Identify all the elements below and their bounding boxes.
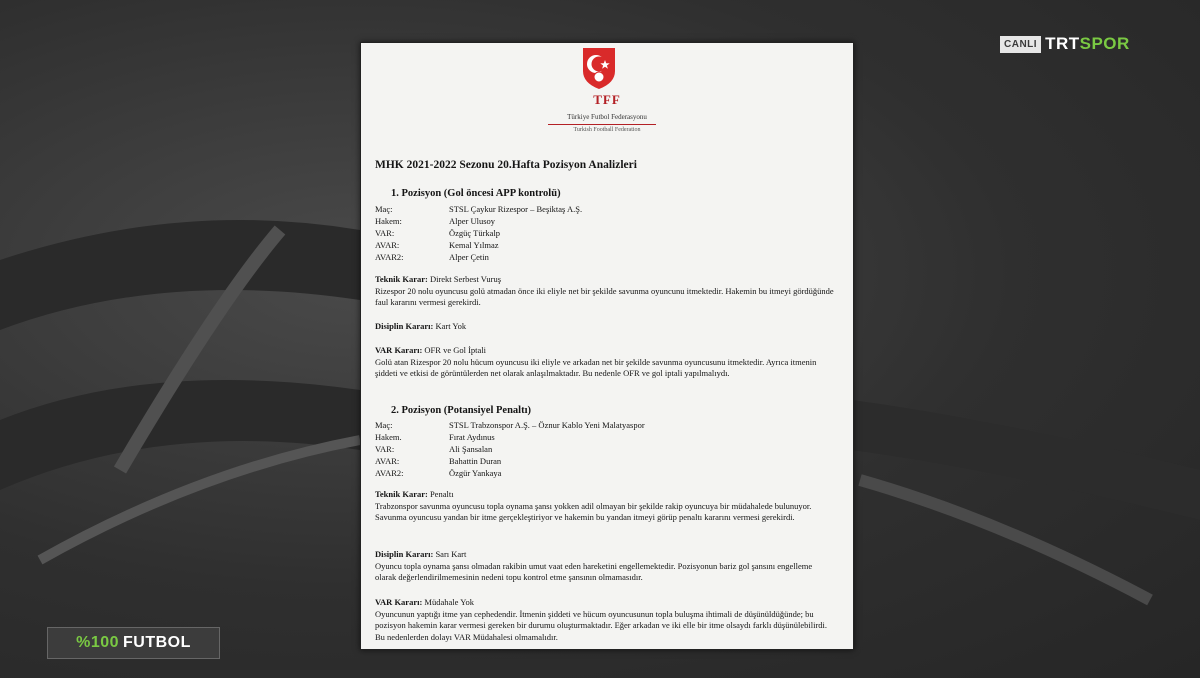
section-1-var (375, 345, 835, 380)
program-badge-percent: %100 (76, 634, 120, 651)
section-1-teknik (375, 274, 835, 309)
teknik-text: Trabzonspor savunma oyuncusu topla oynama şansı yokken adil olmayan bir şekilde rakip oyuncuya bir müdahalede bulunuyor. Savunma oyuncusu yandan bir itme gerçekleştiriyor ve hakemin bu yandan itmeyi görüp penaltı kararını vermesi gerekirdi. (375, 500, 812, 522)
var-value: Müdahale Yok (422, 597, 475, 607)
channel-logo (1000, 34, 1130, 54)
official-value: Fırat Aydınus (449, 432, 495, 442)
teknik-label: Teknik Karar: (375, 489, 428, 499)
official-row (375, 203, 582, 215)
section-1-disiplin (375, 321, 835, 333)
official-value: STSL Çaykur Rizespor – Beşiktaş A.Ş. (449, 204, 583, 214)
org-divider (548, 124, 656, 125)
official-row (375, 419, 645, 431)
official-row (375, 251, 582, 263)
var-text: Golü atan Rizespor 20 nolu hücum oyuncusu iki eliyle ve arkadan net bir şekilde savunma oyuncusunu itmektedir. Ayrıca itmenin şiddeti ve etkisi de görüntülerden net olarak anlaşılmaktadır. Bu nedenle OFR ve gol iptali yapılmalıydı. (375, 356, 817, 378)
official-value: Ali Şansalan (449, 444, 493, 454)
teknik-value: Direkt Serbest Vuruş (427, 274, 502, 284)
official-row (375, 215, 582, 227)
official-role: Hakem. (375, 432, 402, 442)
official-value: Alper Çetin (449, 252, 489, 262)
section-2-heading: 2. Pozisyon (Potansiyel Penaltı) (391, 405, 531, 416)
official-row (375, 239, 582, 251)
official-role: Maç: (375, 420, 393, 430)
var-text: Oyuncunun yaptığı itme yan cephedendir. İtmenin şiddeti ve hücum oyuncusunun topla buluşma ihtimali de düşünüldüğünde; bu pozisyon hakemin karar vermesi gereken bir durumu oluşturmaktadır. Eğer arkadan ve iki elle bir itme olsaydı farklı düşünülebilirdi. Bu nedenlerden dolayı VAR Müdahalesi olmamalıdır. (375, 608, 828, 642)
official-value: Bahattin Duran (449, 456, 502, 466)
section-1-officials (375, 203, 582, 263)
official-role: AVAR2: (375, 468, 404, 478)
disiplin-text: Oyuncu topla oynama şansı olmadan rakibin umut vaat eden hareketini engellemektedir. Pozisyonun bariz gol şansını engelleme olarak değerlendirilmemesinin nedeni topu kontrol etme şansının olmamasıdır. (375, 560, 813, 582)
official-row (375, 431, 645, 443)
official-row (375, 227, 582, 239)
document-page (360, 42, 854, 650)
section-2-officials (375, 419, 645, 479)
org-name-english: Turkish Football Federation (573, 127, 641, 133)
official-row (375, 443, 645, 455)
official-role: Maç: (375, 204, 393, 214)
disiplin-label: Disiplin Kararı: (375, 549, 434, 559)
disiplin-value: Kart Yok (433, 321, 467, 331)
teknik-label: Teknik Karar: (375, 274, 428, 284)
var-label: VAR Kararı: (375, 597, 423, 607)
tff-crest-icon (579, 45, 619, 91)
official-value: Özgür Yankaya (449, 468, 502, 478)
live-badge: CANLI (1000, 36, 1041, 53)
var-value: OFR ve Gol İptali (422, 345, 487, 355)
var-label: VAR Kararı: (375, 345, 423, 355)
section-2-var (375, 597, 835, 643)
section-1-heading: 1. Pozisyon (Gol öncesi APP kontrolü) (391, 188, 561, 199)
document-title: MHK 2021-2022 Sezonu 20.Hafta Pozisyon Analizleri (375, 159, 637, 171)
official-value: Özgüç Türkalp (449, 228, 501, 238)
official-role: VAR: (375, 444, 395, 454)
teknik-value: Penaltı (427, 489, 454, 499)
brand-spor: SPOR (1079, 34, 1130, 53)
official-role: VAR: (375, 228, 395, 238)
org-abbreviation: TFF (593, 92, 621, 107)
org-name: Türkiye Futbol Federasyonu (567, 113, 647, 121)
program-badge-label: FUTBOL (123, 634, 191, 651)
disiplin-label: Disiplin Kararı: (375, 321, 434, 331)
official-role: AVAR: (375, 240, 400, 250)
section-2-disiplin (375, 549, 835, 584)
official-role: AVAR2: (375, 252, 404, 262)
official-value: STSL Trabzonspor A.Ş. – Öznur Kablo Yeni Malatyaspor (449, 420, 645, 430)
official-row (375, 455, 645, 467)
official-role: Hakem: (375, 216, 402, 226)
official-value: Kemal Yılmaz (449, 240, 499, 250)
section-2-teknik (375, 489, 835, 524)
official-row (375, 467, 645, 479)
disiplin-value: Sarı Kart (433, 549, 467, 559)
official-role: AVAR: (375, 456, 400, 466)
official-value: Alper Ulusoy (449, 216, 496, 226)
teknik-text: Rizespor 20 nolu oyuncusu golü atmadan önce iki eliyle net bir şekilde savunma oyuncunu itmektedir. Hakemin bu itmeyi gördüğünde faul kararını vermesi gerekirdi. (375, 285, 834, 307)
brand-trt: TRT (1045, 34, 1080, 53)
program-badge (47, 627, 220, 659)
